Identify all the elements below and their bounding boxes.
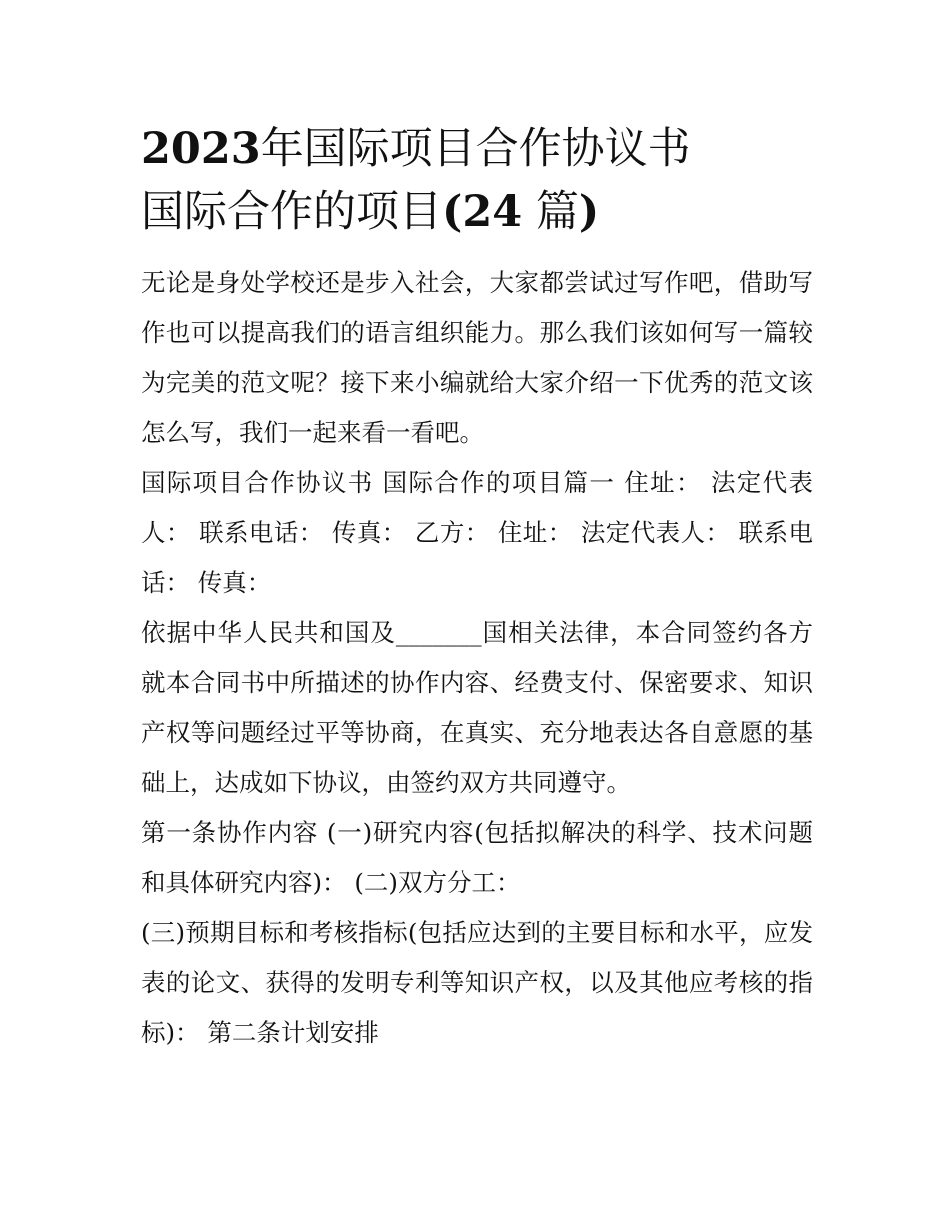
title-year: 2023 — [141, 124, 261, 174]
title-line1-text: 年国际项目合作协议书 — [260, 124, 691, 174]
paragraph-objectives: (三)预期目标和考核指标(包括应达到的主要目标和水平，应发表的论文、获得的发明专利等知识产权，以及其他应考核的指标)： 第二条计划安排 — [141, 918, 813, 1047]
document-body — [141, 118, 813, 1058]
title-count: (24 — [442, 187, 523, 237]
paragraph-article-1: 第一条协作内容 (一)研究内容(包括拟解决的科学、技术问题和具体研究内容)： (二)双方分工： — [141, 818, 813, 897]
title-count-unit: 篇 — [535, 187, 579, 237]
title-line2-text: 国际合作的项目 — [141, 187, 442, 237]
document-title — [141, 118, 813, 244]
title-close-paren: ) — [578, 187, 600, 237]
paragraph-intro: 无论是身处学校还是步入社会，大家都尝试过写作吧，借助写作也可以提高我们的语言组织能力。那么我们该如何写一篇较为完美的范文呢？接下来小编就给大家介绍一下优秀的范文该怎么写，我们一起来看一看吧。 — [141, 268, 813, 447]
paragraph-parties: 国际项目合作协议书 国际合作的项目篇一 住址： 法定代表人： 联系电话： 传真： 乙方： 住址： 法定代表人： 联系电话： 传真： — [141, 468, 813, 597]
paragraph-basis: 依据中华人民共和国及_______国相关法律，本合同签约各方就本合同书中所描述的协作内容、经费支付、保密要求、知识产权等问题经过平等协商，在真实、充分地表达各自意愿的基础上，达成如下协议，由签约双方共同遵守。 — [141, 618, 813, 797]
